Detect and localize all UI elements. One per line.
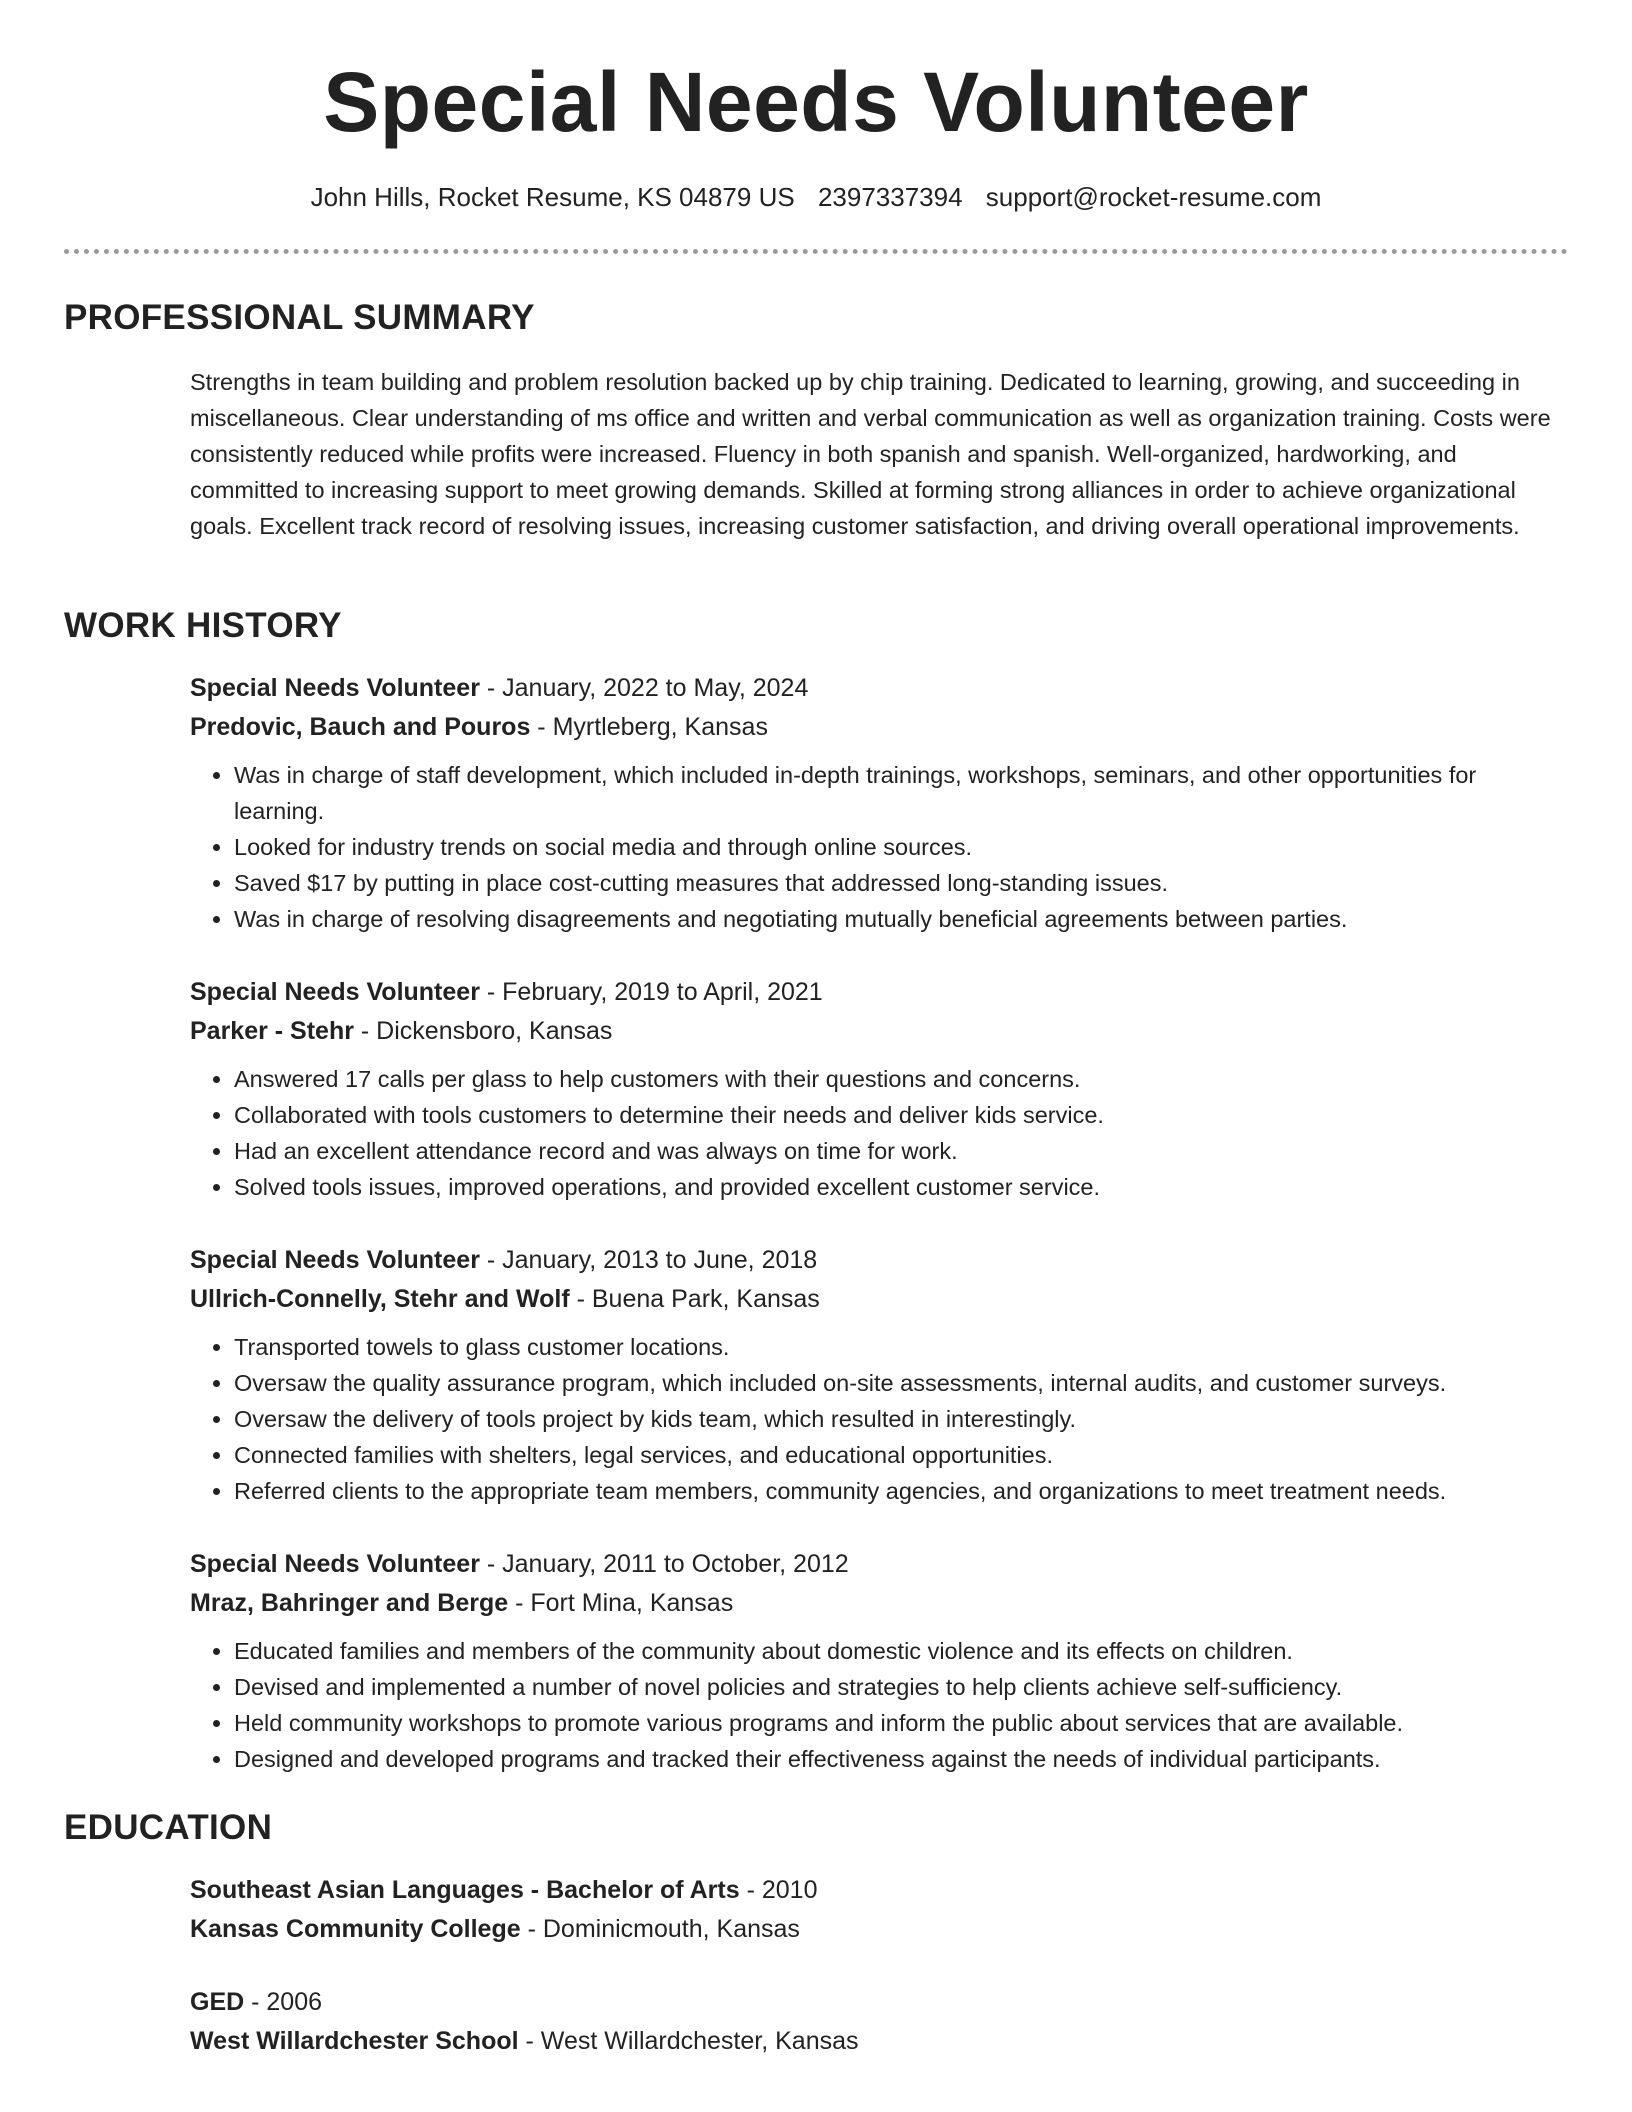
education-school-line xyxy=(190,2022,1568,2061)
job-dates: - January, 2022 to May, 2024 xyxy=(479,674,809,702)
job-bullet: • Answered 17 calls per glass to help customers with their questions and concerns. xyxy=(234,1061,1568,1097)
job-title-line xyxy=(190,1241,1568,1280)
contact-line xyxy=(64,180,1568,214)
job-dates: - January, 2011 to October, 2012 xyxy=(479,1550,849,1578)
job-title: Special Needs Volunteer xyxy=(190,1550,480,1578)
header-divider xyxy=(64,249,1568,254)
education-heading: EDUCATION xyxy=(64,1808,273,1847)
education-school: West Willardchester School xyxy=(190,2027,519,2055)
job-entry xyxy=(190,1545,1568,1777)
job-bullet: • Devised and implemented a number of novel policies and strategies to help clients achieve self-sufficiency. xyxy=(234,1669,1568,1705)
job-bullet: • Oversaw the delivery of tools project by kids team, which resulted in interestingly. xyxy=(234,1401,1568,1437)
job-bullets xyxy=(190,1061,1568,1205)
job-company: Ullrich-Connelly, Stehr and Wolf xyxy=(190,1285,570,1313)
contact-email: support@rocket-resume.com xyxy=(985,182,1322,212)
summary-heading: PROFESSIONAL SUMMARY xyxy=(64,298,535,337)
job-bullet: • Transported towels to glass customer locations. xyxy=(234,1329,1568,1365)
job-bullet: • Had an excellent attendance record and was always on time for work. xyxy=(234,1133,1568,1169)
job-title: Special Needs Volunteer xyxy=(190,978,480,1006)
job-company: Mraz, Bahringer and Berge xyxy=(190,1589,509,1617)
job-title: Special Needs Volunteer xyxy=(190,1246,480,1274)
education-school: Kansas Community College xyxy=(190,1915,521,1943)
education-location: - Dominicmouth, Kansas xyxy=(520,1915,800,1943)
job-title-line xyxy=(190,973,1568,1012)
job-bullet: • Looked for industry trends on social media and through online sources. xyxy=(234,829,1568,865)
education-entry xyxy=(190,1871,1568,1949)
job-bullets xyxy=(190,1329,1568,1509)
job-title-line xyxy=(190,1545,1568,1584)
job-bullet: • Was in charge of resolving disagreements and negotiating mutually beneficial agreements between parties. xyxy=(234,901,1568,937)
contact-phone: 2397337394 xyxy=(817,182,963,212)
job-bullet: • Referred clients to the appropriate team members, community agencies, and organizations to meet treatment needs. xyxy=(234,1473,1568,1509)
job-company: Parker - Stehr xyxy=(190,1017,354,1045)
job-dates: - February, 2019 to April, 2021 xyxy=(479,978,823,1006)
education-school-line xyxy=(190,1910,1568,1949)
education-year: - 2010 xyxy=(739,1876,818,1904)
job-bullet: • Saved $17 by putting in place cost-cutting measures that addressed long-standing issues. xyxy=(234,865,1568,901)
job-location: - Fort Mina, Kansas xyxy=(508,1589,734,1617)
contact-address: John Hills, Rocket Resume, KS 04879 US xyxy=(310,182,795,212)
education-year: - 2006 xyxy=(244,1988,323,2016)
job-title: Special Needs Volunteer xyxy=(190,674,480,702)
education-degree: GED xyxy=(190,1988,245,2016)
job-company: Predovic, Bauch and Pouros xyxy=(190,713,531,741)
job-title-line xyxy=(190,669,1568,708)
job-company-line xyxy=(190,1280,1568,1319)
education-location: - West Willardchester, Kansas xyxy=(518,2027,859,2055)
job-bullet: • Was in charge of staff development, which included in-depth trainings, workshops, seminars, and other opportunities for learning. xyxy=(234,757,1568,829)
job-company-line xyxy=(190,708,1568,747)
education-entry xyxy=(190,1983,1568,2061)
job-location: - Dickensboro, Kansas xyxy=(353,1017,613,1045)
job-bullet: • Educated families and members of the community about domestic violence and its effects on children. xyxy=(234,1633,1568,1669)
job-company-line xyxy=(190,1584,1568,1623)
work-history-heading: WORK HISTORY xyxy=(64,606,342,645)
job-dates: - January, 2013 to June, 2018 xyxy=(479,1246,818,1274)
job-bullets xyxy=(190,757,1568,937)
job-location: - Buena Park, Kansas xyxy=(569,1285,820,1313)
education-degree-line xyxy=(190,1871,1568,1910)
job-bullet: • Held community workshops to promote various programs and inform the public about services that are available. xyxy=(234,1705,1568,1741)
job-bullet: • Collaborated with tools customers to determine their needs and deliver kids service. xyxy=(234,1097,1568,1133)
job-bullets xyxy=(190,1633,1568,1777)
education-degree-line xyxy=(190,1983,1568,2022)
education-degree: Southeast Asian Languages - Bachelor of Arts xyxy=(190,1876,740,1904)
summary-text: Strengths in team building and problem resolution backed up by chip training. Dedicated to learning, growing, and succeeding in miscellaneous. Clear understanding of ms office and written and verbal communication as well as organization training. Costs were consistently reduced while profits were increased. Fluency in both spanish and spanish. Well-organized, hardworking, and committed to increasing support to meet growing demands. Skilled at forming strong alliances in order to achieve organizational goals. Excellent track record of resolving issues, increasing customer satisfaction, and driving overall operational improvements. xyxy=(190,369,1551,539)
job-location: - Myrtleberg, Kansas xyxy=(530,713,768,741)
job-bullet: • Designed and developed programs and tracked their effectiveness against the needs of individual participants. xyxy=(234,1741,1568,1777)
job-company-line xyxy=(190,1012,1568,1051)
job-bullet: • Solved tools issues, improved operations, and provided excellent customer service. xyxy=(234,1169,1568,1205)
job-bullet: • Oversaw the quality assurance program, which included on-site assessments, internal audits, and customer surveys. xyxy=(234,1365,1568,1401)
job-entry xyxy=(190,973,1568,1205)
job-entry xyxy=(190,669,1568,937)
job-bullet: • Connected families with shelters, legal services, and educational opportunities. xyxy=(234,1437,1568,1473)
job-entry xyxy=(190,1241,1568,1509)
resume-title: Special Needs Volunteer xyxy=(323,55,1309,149)
